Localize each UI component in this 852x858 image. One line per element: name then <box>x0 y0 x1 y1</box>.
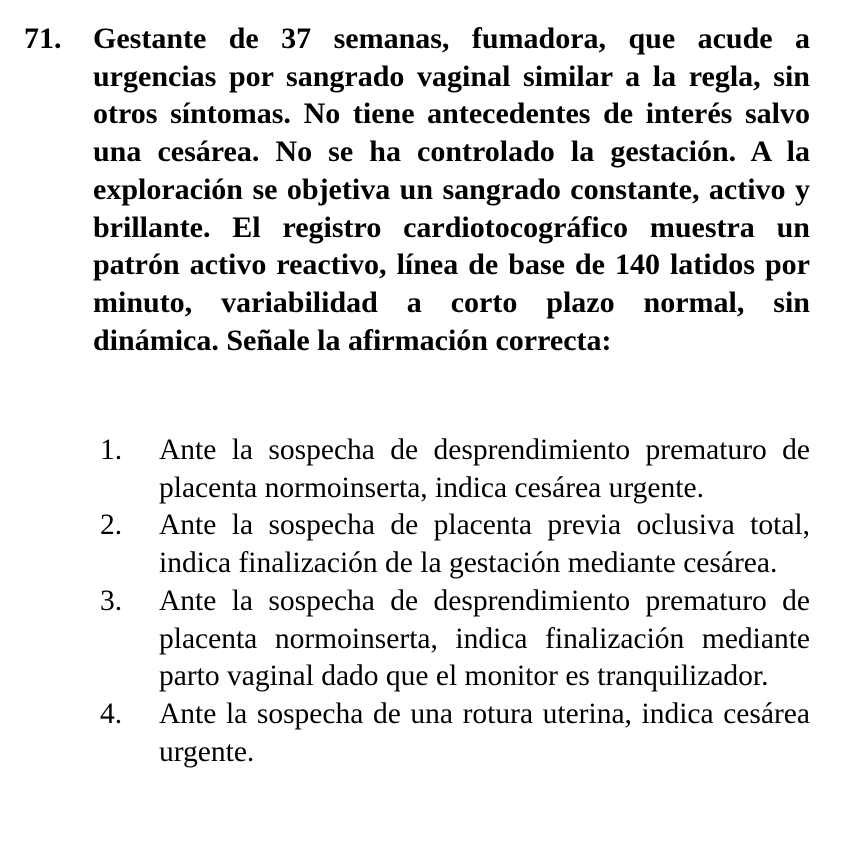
option-number: 2. <box>100 509 123 542</box>
option-text: Ante la sospecha de desprendimiento prematuro de placenta normoinserta, indica finalización mediante parto vaginal dado que el monitor es tranquilizador. <box>159 584 810 693</box>
option-text: Ante la sospecha de placenta previa oclusiva total, indica finalización de la gestación mediante cesárea. <box>159 509 810 580</box>
question-text: Gestante de 37 semanas, fumadora, que acude a urgencias por sangrado vaginal similar a la regla, sin otros síntomas. No tiene antecedentes de interés salvo una cesárea. No se ha controlado la gestación. A la exploración se objetiva un sangrado constante, activo y brillante. El registro cardiotocográfico muestra un patrón activo reactivo, línea de base de 140 latidos por minuto, variabilidad a corto plazo normal, sin dinámica. Señale la afirmación correcta: <box>93 22 810 357</box>
answer-option-3 <box>100 583 810 696</box>
option-number: 3. <box>100 584 123 617</box>
answer-option-2 <box>100 507 810 582</box>
option-number: 1. <box>100 434 123 466</box>
option-number: 4. <box>100 697 123 730</box>
option-text: Ante la sospecha de una rotura uterina, indica cesárea urgente. <box>159 697 810 768</box>
question-block <box>24 20 810 359</box>
answer-options-list <box>100 432 810 771</box>
question-number: 71. <box>24 22 62 55</box>
answer-option-1 <box>100 432 810 507</box>
answer-option-4 <box>100 696 810 771</box>
option-text: Ante la sospecha de desprendimiento prematuro de placenta normoinserta, indica cesárea urgente. <box>159 434 810 504</box>
